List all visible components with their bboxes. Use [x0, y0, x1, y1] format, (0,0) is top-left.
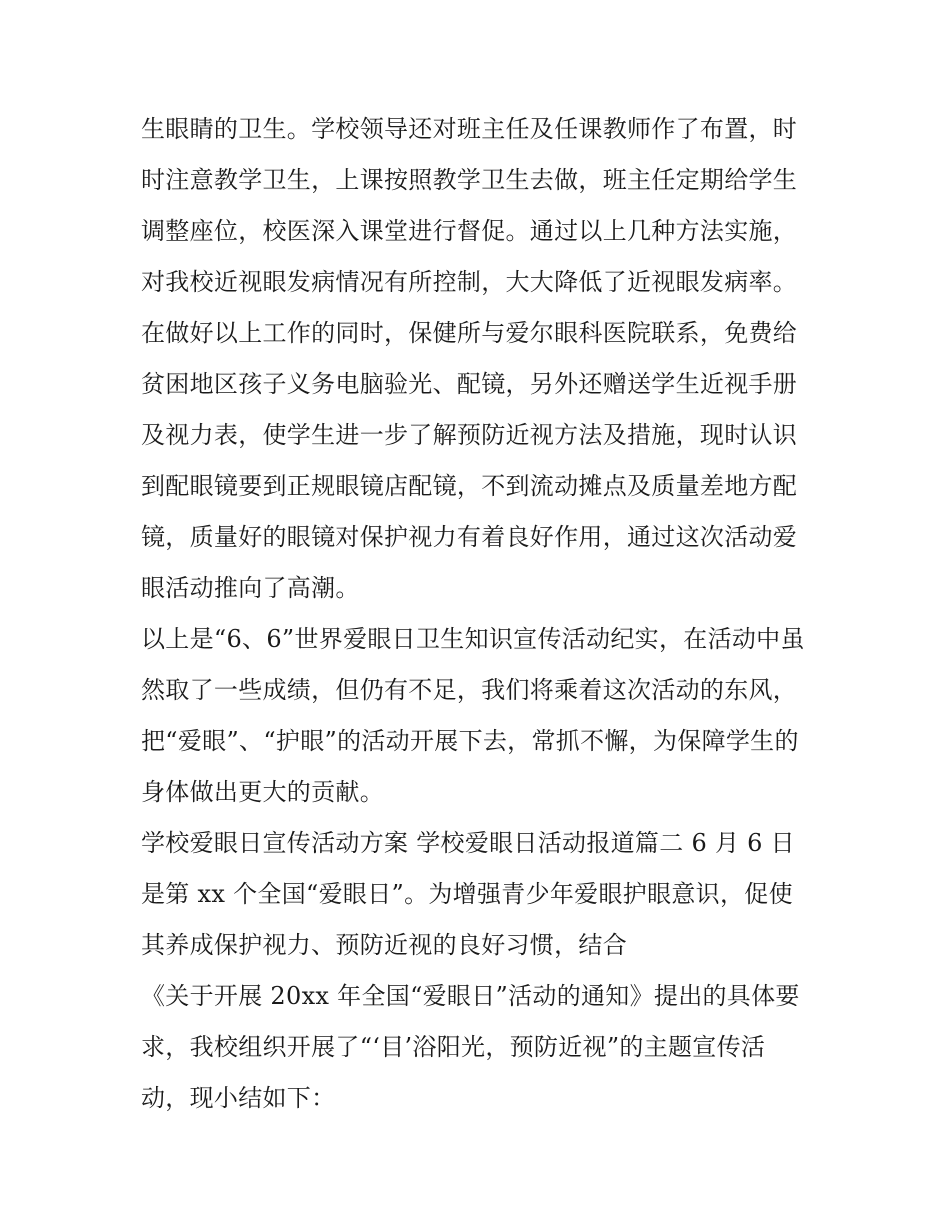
text-line: 把“爱眼”、“护眼”的活动开展下去，常抓不懈，为保障学生的	[141, 727, 799, 755]
text-line: 及视力表，使学生进一步了解预防近视方法及措施，现时认识	[141, 421, 798, 449]
text-line: 生眼睛的卫生。学校领导还对班主任及任课教师作了布置，时	[141, 115, 798, 143]
text-line: 身体做出更大的贡献。	[141, 778, 384, 806]
text-line: 动，现小结如下：	[141, 1084, 336, 1112]
text-line: 然取了一些成绩，但仍有不足，我们将乘着这次活动的东风，	[141, 676, 798, 704]
text-line: 以上是“6、6”世界爱眼日卫生知识宣传活动纪实，在活动中虽	[141, 625, 805, 653]
text-line: 《关于开展 20xx 年全国“爱眼日”活动的通知》提出的具体要	[141, 982, 800, 1010]
text-line: 求，我校组织开展了“‘目’浴阳光，预防近视”的主题宣传活	[141, 1033, 766, 1061]
text-line: 眼活动推向了高潮。	[141, 574, 360, 602]
text-line: 调整座位，校医深入课堂进行督促。通过以上几种方法实施，	[141, 217, 798, 245]
text-line: 贫困地区孩子义务电脑验光、配镜，另外还赠送学生近视手册	[141, 370, 798, 398]
text-line: 时注意教学卫生，上课按照教学卫生去做，班主任定期给学生	[141, 166, 798, 194]
text-line: 在做好以上工作的同时，保健所与爱尔眼科医院联系，免费给	[141, 319, 798, 347]
text-line: 到配眼镜要到正规眼镜店配镜，不到流动摊点及质量差地方配	[141, 472, 798, 500]
text-line: 是第 xx 个全国“爱眼日”。为增强青少年爱眼护眼意识，促使	[141, 880, 793, 908]
text-line: 对我校近视眼发病情况有所控制，大大降低了近视眼发病率。	[141, 268, 798, 296]
text-line: 学校爱眼日宣传活动方案 学校爱眼日活动报道篇二 6 月 6 日	[141, 829, 795, 857]
text-line: 其养成保护视力、预防近视的良好习惯，结合	[141, 931, 627, 959]
text-line: 镜，质量好的眼镜对保护视力有着良好作用，通过这次活动爱	[141, 523, 798, 551]
